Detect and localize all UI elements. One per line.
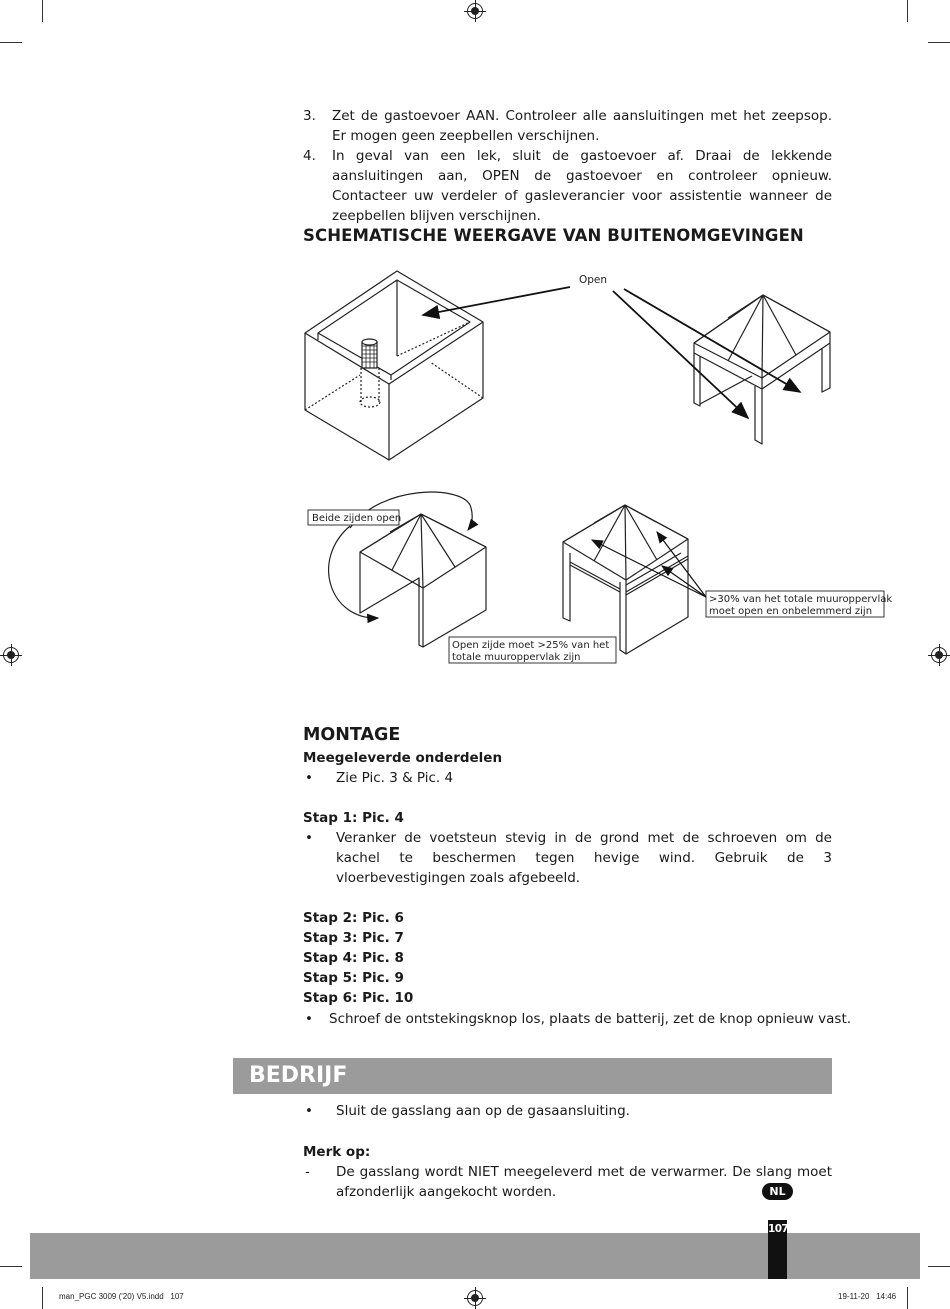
note-heading: Merk op: [303,1144,371,1160]
label-open-side-line-1: Open zijde moet >25% van het [452,640,610,651]
bullet: • [305,830,313,846]
page-number: 107 [768,1223,789,1235]
crop-mark [907,1287,908,1309]
note-item [303,1162,832,1202]
label-open: Open [579,274,608,286]
crop-mark [42,1287,43,1309]
step-text: Zet de gastoevoer AAN. Controleer alle aansluitingen met het zeepsop. Er mogen geen zeepbellen verschijnen. [332,108,832,144]
page-number-tab [768,1220,787,1279]
slug-filename: man_PGC 3009 ('20) V5.indd 107 [59,1292,184,1301]
step-heading: Stap 3: Pic. 7 [303,930,404,946]
bullet: • [305,1011,313,1027]
bullet: • [305,1103,313,1119]
step-heading: Stap 2: Pic. 6 [303,910,404,926]
crop-mark [0,1266,22,1267]
step-heading: Stap 4: Pic. 8 [303,950,404,966]
section-heading: SCHEMATISCHE WEERGAVE VAN BUITENOMGEVINGEN [303,226,804,245]
label-wall-line-2: moet open en onbelemmerd zijn [709,606,873,617]
label-both-sides-open: Beide zijden open [312,513,402,524]
step-text: In geval van een lek, sluit de gastoevoer af. Draai de lekkende aansluitingen aan, OPEN de gastoevoer en controleer opnieuw. Contacteer uw verdeler of gasleverancier voor assistentie wanneer de zeepbellen blijven verschijnen. [332,148,832,224]
list-item-text: Zie Pic. 3 & Pic. 4 [336,770,454,786]
list-item [303,1009,852,1029]
step-heading: Stap 5: Pic. 9 [303,970,404,986]
list-item-text: Veranker de voetsteun stevig in de grond met de schroeven om de kachel te beschermen tegen hevige wind. Gebruik de 3 vloerbevestigingen zoals afgebeeld. [336,830,832,886]
section-title-bar: BEDRIJF [233,1058,832,1094]
list-item [303,828,832,888]
bullet: • [305,770,313,786]
dash: - [305,1164,310,1180]
step-heading: Stap 6: Pic. 10 [303,990,414,1006]
list-item-text: Schroef de ontstekingsknop los, plaats de batterij, zet de knop opnieuw vast. [329,1011,852,1027]
crop-mark [928,1266,950,1267]
list-item [303,1101,832,1121]
list-item [303,768,832,788]
step-number: 4. [303,148,316,164]
slug-timestamp: 19-11-20 14:46 [838,1292,897,1301]
language-badge: NL [762,1183,793,1200]
label-open-side-line-2: totale muuroppervlak zijn [452,652,581,663]
montage-heading: MONTAGE [303,725,401,745]
list-item-text: Sluit de gasslang aan op de gasaansluiting. [336,1103,630,1119]
step-number: 3. [303,108,316,124]
parts-heading: Meegeleverde onderdelen [303,750,503,766]
registration-mark-icon [467,1290,483,1306]
step-heading: Stap 1: Pic. 4 [303,810,404,826]
label-wall-line-1: >30% van het totale muuroppervlak [709,594,893,605]
note-text: De gasslang wordt NIET meegeleverd met de verwarmer. De slang moet afzonderlijk aangekocht worden. [336,1164,832,1200]
